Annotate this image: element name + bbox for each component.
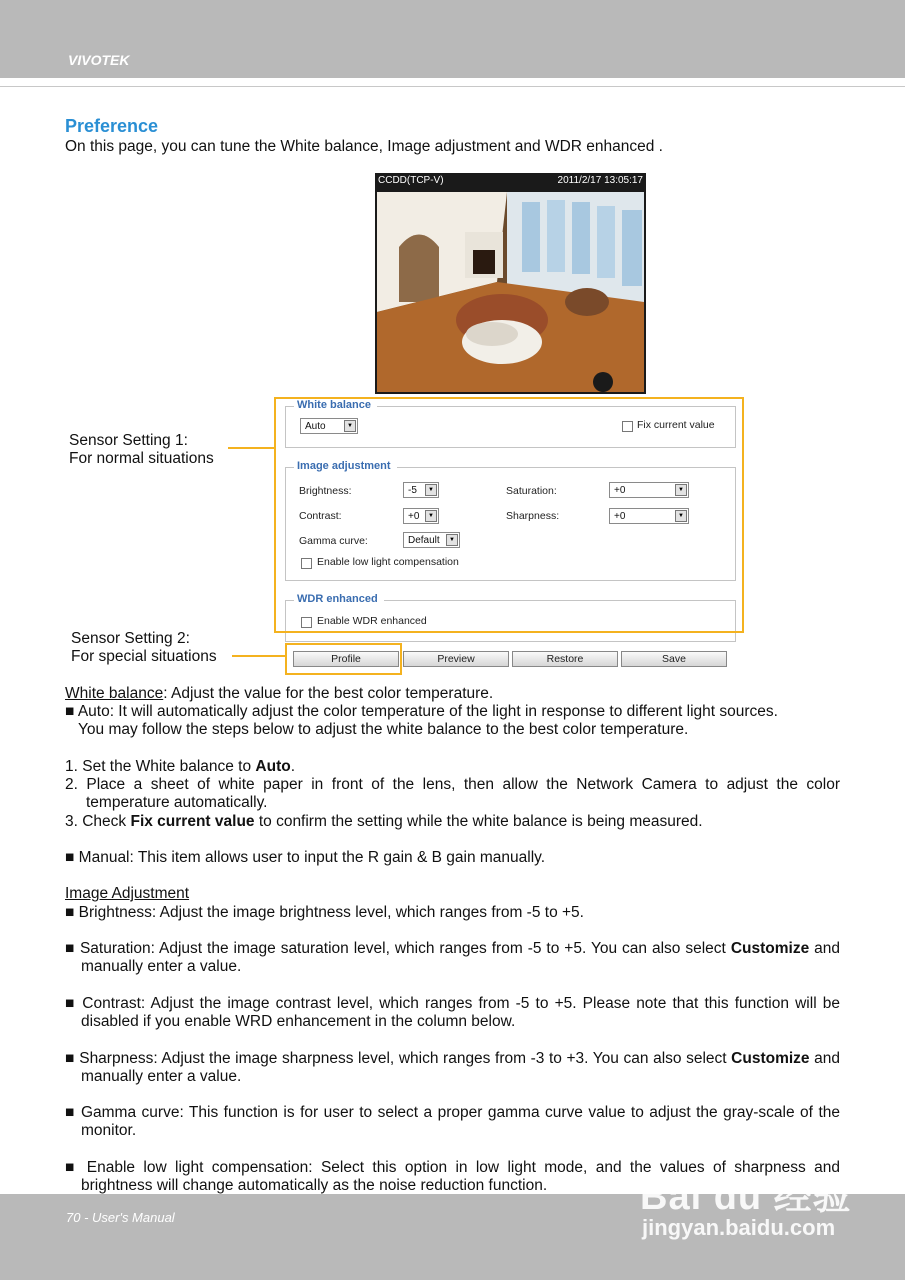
callout-sensor1-title: Sensor Setting 1: — [69, 432, 188, 449]
callout-sensor2-desc: For special situations — [71, 648, 217, 665]
step-3-pre: 3. Check — [65, 813, 131, 830]
header-divider — [0, 86, 905, 87]
contrast-label: Contrast: — [299, 510, 342, 522]
callout-leader-2 — [232, 655, 286, 657]
sharpness-label: Sharpness: — [506, 510, 560, 522]
camera-live-image — [377, 192, 644, 392]
auto-bullet-line1: ■ Auto: It will automatically adjust the color temperature of the light in response to different light sources. — [65, 703, 778, 720]
preview-button[interactable]: Preview — [403, 651, 509, 667]
white-balance-legend: White balance — [294, 399, 377, 411]
gamma-bullet: ■ Gamma curve: This function is for user to select a proper gamma curve value to adjust the gray-scale of the monitor. — [65, 1104, 840, 1140]
chevron-down-icon: ▼ — [344, 420, 356, 432]
callout-sensor-setting-2 — [71, 630, 217, 666]
step-2-text: 2. Place a sheet of white paper in front of the lens, then allow the Network Camera to adjust the color temperature automatically. — [65, 776, 840, 812]
brand-logo: VIVOTEK — [68, 52, 130, 68]
section-intro: On this page, you can tune the White balance, Image adjustment and WDR enhanced . — [65, 138, 663, 155]
auto-bullet-line2: You may follow the steps below to adjust the white balance to the best color temperature. — [78, 721, 689, 739]
white-balance-heading: White balance — [65, 685, 164, 702]
manual-bullet: ■ Manual: This item allows user to input the R gain & B gain manually. — [65, 849, 546, 866]
saturation-bullet — [65, 940, 840, 977]
watermark — [640, 1165, 852, 1240]
sharpness-pre: ■ Sharpness: Adjust the image sharpness level, which ranges from -3 to +3. You can also select — [65, 1050, 732, 1067]
low-light-bullet: ■ Enable low light compensation: Select this option in low light mode, and the values of sharpness and brightness will change automatically as the noise reduction function. — [65, 1159, 840, 1195]
saturation-pre: ■ Saturation: Adjust the image saturation level, which ranges from -5 to +5. You can also select — [65, 940, 731, 957]
chevron-down-icon: ▼ — [446, 534, 458, 546]
low-light-compensation-label: Enable low light compensation — [317, 556, 459, 568]
sensor-setting-2-highlight — [285, 643, 402, 675]
sharpness-post: and manually enter a value. — [81, 1050, 840, 1086]
sharpness-value: +0 — [614, 511, 626, 522]
gamma-curve-label: Gamma curve: — [299, 535, 368, 547]
chevron-down-icon: ▼ — [675, 510, 687, 522]
fix-current-value-label: Fix current value — [637, 419, 715, 431]
sharpness-bold: Customize — [731, 1050, 810, 1067]
camera-caption-bar — [375, 173, 646, 189]
chevron-down-icon: ▼ — [425, 484, 437, 496]
callout-sensor-setting-1 — [69, 432, 214, 468]
step-1 — [65, 758, 840, 776]
saturation-bold: Customize — [730, 940, 810, 957]
saturation-post: and manually enter a value. — [81, 940, 840, 976]
camera-timestamp: 2011/2/17 13:05:17 — [557, 175, 643, 186]
gamma-curve-value: Default — [408, 535, 440, 546]
step-1-bold: Auto — [255, 758, 291, 775]
saturation-value: +0 — [614, 485, 626, 496]
step-1-post: . — [290, 758, 296, 775]
page-header — [0, 0, 905, 78]
section-title: Preference — [65, 116, 159, 136]
enable-wdr-label: Enable WDR enhanced — [317, 615, 427, 627]
image-adjustment-legend: Image adjustment — [294, 460, 397, 472]
image-adjustment-heading: Image Adjustment — [65, 885, 190, 902]
camera-preview — [375, 173, 646, 394]
sensor-setting-1-highlight — [274, 397, 744, 633]
white-balance-desc: : Adjust the value for the best color temperature. — [163, 685, 494, 702]
chevron-down-icon: ▼ — [675, 484, 687, 496]
step-1-pre: 1. Set the White balance to — [65, 758, 256, 775]
restore-button[interactable]: Restore — [512, 651, 618, 667]
wdr-enhanced-legend: WDR enhanced — [294, 593, 384, 605]
step-2 — [65, 776, 840, 813]
callout-sensor1-desc: For normal situations — [69, 450, 214, 467]
contrast-value: +0 — [408, 511, 420, 522]
save-button[interactable]: Save — [621, 651, 727, 667]
brightness-bullet: ■ Brightness: Adjust the image brightness level, which ranges from -5 to +5. — [65, 904, 584, 921]
white-balance-paragraph — [65, 685, 840, 703]
step-3-bold: Fix current value — [130, 813, 255, 830]
saturation-label: Saturation: — [506, 485, 557, 497]
step-3-post: to confirm the setting while the white balance is being measured. — [254, 813, 703, 830]
watermark-logo: Bai du 经验 — [640, 1176, 852, 1218]
auto-bullet — [65, 703, 840, 740]
contrast-bullet: ■ Contrast: Adjust the image contrast level, which ranges from -5 to +5. Please note that this function will be disabled if you enable WRD enhancement in the column below. — [65, 995, 840, 1031]
page-number: 70 - User's Manual — [66, 1210, 175, 1225]
callout-sensor2-title: Sensor Setting 2: — [71, 630, 190, 647]
camera-name: CCDD(TCP-V) — [378, 175, 444, 186]
white-balance-value: Auto — [305, 421, 326, 432]
brightness-label: Brightness: — [299, 485, 352, 497]
profile-button[interactable]: Profile — [293, 651, 399, 667]
chevron-down-icon: ▼ — [425, 510, 437, 522]
callout-leader-1 — [228, 447, 275, 449]
step-3 — [65, 813, 840, 831]
sharpness-bullet — [65, 1050, 840, 1087]
watermark-url: jingyan.baidu.com — [642, 1215, 836, 1240]
brightness-value: -5 — [408, 485, 417, 496]
